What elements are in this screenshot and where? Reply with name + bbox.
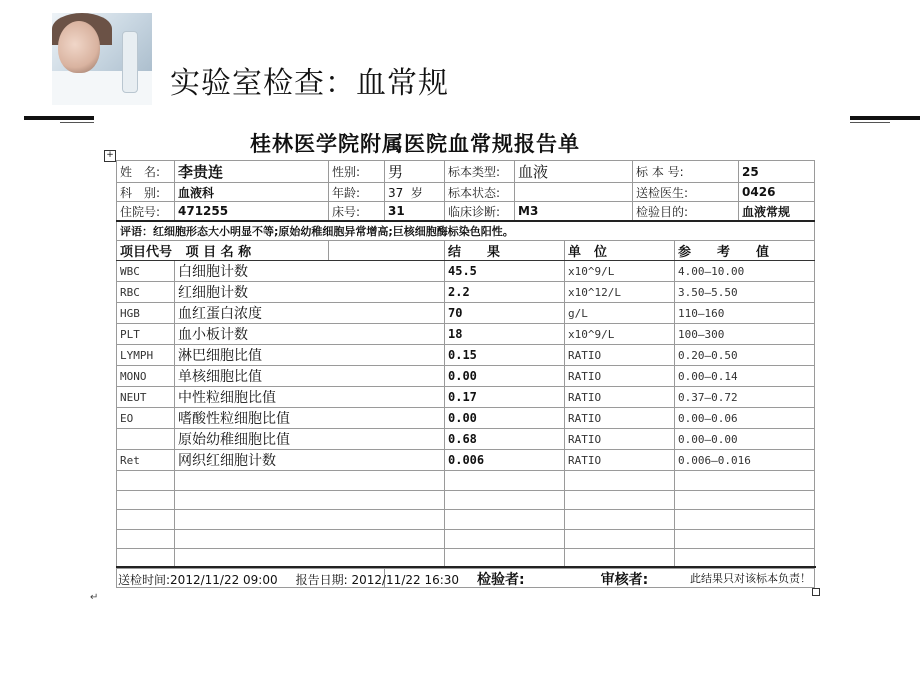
- empty-cell: [175, 510, 445, 530]
- empty-cell: [117, 529, 175, 549]
- age: 37: [388, 185, 404, 200]
- report-date: 报告日期: 2012/11/22 16:30: [295, 572, 460, 587]
- info-row-1: [117, 161, 815, 183]
- result-header-row: [117, 241, 815, 261]
- item-name: 血红蛋白浓度: [175, 303, 445, 324]
- item-unit: x10^9/L: [565, 324, 675, 345]
- header-name: 项 目 名 称: [185, 245, 252, 260]
- specimen-type: 血液: [515, 161, 633, 183]
- sex-label: 性别:: [329, 161, 385, 183]
- doctor: 0426: [739, 183, 815, 202]
- inpatient-no: 471255: [175, 202, 329, 222]
- item-reference: 3.50—5.50: [675, 282, 815, 303]
- empty-cell: [445, 490, 565, 510]
- age-label: 年龄:: [329, 183, 385, 202]
- item-unit: g/L: [565, 303, 675, 324]
- empty-cell: [117, 490, 175, 510]
- header-unit: 单 位: [565, 241, 675, 261]
- empty-cell: [445, 510, 565, 530]
- item-unit: RATIO: [565, 387, 675, 408]
- empty-cell: [675, 529, 815, 549]
- specimen-type-label: 标本类型:: [445, 161, 515, 183]
- item-unit: RATIO: [565, 366, 675, 387]
- item-unit: RATIO: [565, 345, 675, 366]
- item-code: NEUT: [117, 387, 175, 408]
- bed-label: 床号:: [329, 202, 385, 222]
- empty-table-row: [117, 510, 815, 530]
- item-result: 0.006: [445, 450, 565, 471]
- divider-left-thin: [60, 122, 94, 123]
- empty-cell: [175, 471, 445, 491]
- table-row: [117, 387, 815, 408]
- item-reference: 0.00—0.00: [675, 429, 815, 450]
- header-result: 结 果: [445, 241, 565, 261]
- table-resize-handle-icon[interactable]: [812, 588, 820, 596]
- paragraph-mark-icon: ↵: [90, 592, 99, 603]
- item-name: 淋巴细胞比值: [175, 345, 445, 366]
- reviewer-label: 审核者:: [600, 572, 649, 588]
- empty-cell: [117, 471, 175, 491]
- item-name: 网织红细胞计数: [175, 450, 445, 471]
- item-unit: RATIO: [565, 450, 675, 471]
- empty-rows: [117, 471, 815, 569]
- item-name: 原始幼稚细胞比值: [175, 429, 445, 450]
- purpose: 血液常规: [739, 202, 815, 222]
- table-move-handle-icon[interactable]: +: [104, 150, 116, 162]
- empty-table-row: [117, 490, 815, 510]
- empty-cell: [117, 510, 175, 530]
- item-reference: 0.00—0.06: [675, 408, 815, 429]
- item-code: PLT: [117, 324, 175, 345]
- item-result: 45.5: [445, 261, 565, 282]
- table-row: [117, 303, 815, 324]
- specimen-status: [515, 183, 633, 202]
- item-reference: 4.00—10.00: [675, 261, 815, 282]
- empty-cell: [675, 471, 815, 491]
- item-result: 70: [445, 303, 565, 324]
- purpose-label: 检验目的:: [633, 202, 739, 222]
- specimen-no-label: 标 本 号:: [633, 161, 739, 183]
- slide-title: 实验室检查：血常规: [170, 66, 449, 101]
- table-row: [117, 324, 815, 345]
- item-code: LYMPH: [117, 345, 175, 366]
- item-unit: RATIO: [565, 429, 675, 450]
- result-rows: [117, 261, 815, 471]
- bed: 31: [385, 202, 445, 222]
- item-reference: 0.37—0.72: [675, 387, 815, 408]
- item-name: 嗜酸性粒细胞比值: [175, 408, 445, 429]
- item-reference: 110—160: [675, 303, 815, 324]
- table-row: [117, 366, 815, 387]
- empty-cell: [565, 529, 675, 549]
- item-name: 中性粒细胞比值: [175, 387, 445, 408]
- divider-left: [24, 116, 94, 120]
- comment-row: [117, 221, 815, 241]
- item-result: 0.17: [445, 387, 565, 408]
- disclaimer: 此结果只对该标本负责！: [385, 568, 815, 587]
- diagnosis-label: 临床诊断:: [445, 202, 515, 222]
- info-row-3: [117, 202, 815, 222]
- empty-cell: [175, 529, 445, 549]
- empty-cell: [175, 490, 445, 510]
- table-row: [117, 345, 815, 366]
- item-result: 2.2: [445, 282, 565, 303]
- name-label: 姓 名:: [117, 161, 175, 183]
- divider-right: [850, 116, 920, 120]
- header-spacer: [329, 241, 445, 261]
- item-reference: 0.00—0.14: [675, 366, 815, 387]
- item-code: Ret: [117, 450, 175, 471]
- info-row-2: [117, 183, 815, 202]
- item-unit: x10^12/L: [565, 282, 675, 303]
- table-row: [117, 261, 815, 282]
- diagnosis: M3: [515, 202, 633, 222]
- table-row: [117, 429, 815, 450]
- dept: 血液科: [175, 183, 329, 202]
- item-code: WBC: [117, 261, 175, 282]
- item-name: 血小板计数: [175, 324, 445, 345]
- comment-text: 评语：红细胞形态大小明显不等;原始幼稚细胞异常增高;巨核细胞酶标染色阳性。: [117, 221, 815, 241]
- report-title: 桂林医学院附属医院血常规报告单: [250, 131, 580, 156]
- header-code: 项目代号: [120, 245, 173, 260]
- item-unit: RATIO: [565, 408, 675, 429]
- empty-cell: [565, 510, 675, 530]
- empty-cell: [445, 471, 565, 491]
- lab-technician-photo: [52, 13, 152, 105]
- item-reference: 100—300: [675, 324, 815, 345]
- specimen-status-label: 标本状态:: [445, 183, 515, 202]
- patient-name: 李贵连: [175, 161, 329, 183]
- item-code: HGB: [117, 303, 175, 324]
- item-reference: 0.20—0.50: [675, 345, 815, 366]
- dept-label: 科 别:: [117, 183, 175, 202]
- item-result: 18: [445, 324, 565, 345]
- age-unit: 岁: [410, 185, 423, 200]
- item-result: 0.68: [445, 429, 565, 450]
- doctor-label: 送检医生:: [633, 183, 739, 202]
- item-name: 白细胞计数: [175, 261, 445, 282]
- examiner-label: 检验者:: [477, 572, 525, 588]
- item-result: 0.00: [445, 366, 565, 387]
- empty-cell: [565, 471, 675, 491]
- item-result: 0.00: [445, 408, 565, 429]
- specimen-no: 25: [739, 161, 815, 183]
- item-name: 红细胞计数: [175, 282, 445, 303]
- empty-cell: [565, 490, 675, 510]
- item-unit: x10^9/L: [565, 261, 675, 282]
- table-row: [117, 408, 815, 429]
- item-code: EO: [117, 408, 175, 429]
- table-row: [117, 450, 815, 471]
- item-code: [117, 429, 175, 450]
- age-cell: [385, 183, 445, 202]
- empty-table-row: [117, 529, 815, 549]
- item-reference: 0.006—0.016: [675, 450, 815, 471]
- empty-cell: [445, 529, 565, 549]
- report-footer: [116, 566, 816, 590]
- item-code: RBC: [117, 282, 175, 303]
- empty-cell: [675, 490, 815, 510]
- patient-sex: 男: [385, 161, 445, 183]
- header-code-name: [117, 241, 329, 261]
- blood-routine-report-table: [116, 160, 815, 588]
- empty-table-row: [117, 471, 815, 491]
- divider-right-thin: [850, 122, 890, 123]
- inpatient-label: 住院号:: [117, 202, 175, 222]
- empty-cell: [675, 510, 815, 530]
- header-ref: 参 考 值: [675, 241, 815, 261]
- item-code: MONO: [117, 366, 175, 387]
- item-name: 单核细胞比值: [175, 366, 445, 387]
- send-time: 送检时间:2012/11/22 09:00: [118, 572, 278, 587]
- table-row: [117, 282, 815, 303]
- item-result: 0.15: [445, 345, 565, 366]
